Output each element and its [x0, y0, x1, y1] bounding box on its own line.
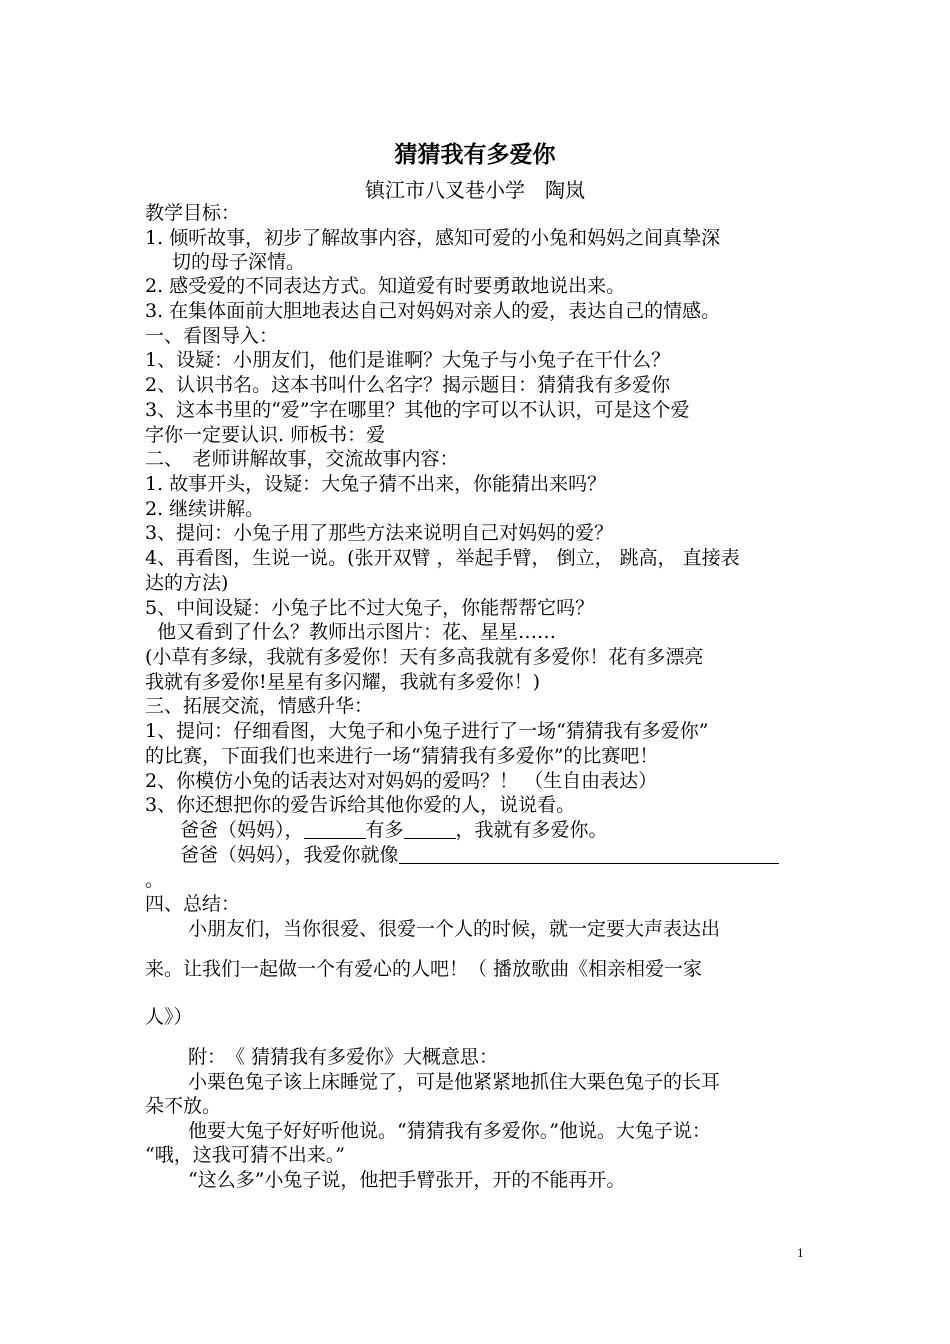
text-line: 他又看到了什么？教师出示图片：花、星星……: [157, 621, 557, 643]
fill-in-prefix: 爸爸（妈妈），: [180, 819, 304, 841]
section-heading: 一、看图导入：: [145, 325, 279, 347]
text-line: 我就有多爱你!星星有多闪耀，我就有多爱你！): [145, 671, 541, 693]
text-line: 3. 在集体面前大胆地表达自己对妈妈对亲人的爱，表达自己的情感。: [145, 300, 721, 322]
text-line: 5、中间设疑：小兔子比不过大兔子，你能帮帮它吗？: [145, 597, 595, 619]
text-line: “哦，这我可猜不出来。”: [145, 1144, 345, 1166]
blank-field: [304, 820, 366, 839]
text-line: 小朋友们，当你很爱、很爱一个人的时候，就一定要大声表达出: [188, 918, 721, 940]
text-line: “这么多”小兔子说，他把手臂张开，开的不能再开。: [188, 1169, 626, 1191]
fill-in-line-2: [180, 843, 779, 867]
text-line: 1. 倾听故事，初步了解故事内容，感知可爱的小兔和妈妈之间真挚深: [145, 227, 721, 249]
text-line: 字你一定要认识. 师板书：爱: [145, 424, 386, 446]
text-line: 2、你模仿小兔的话表达对对妈妈的爱吗？！ （生自由表达）: [145, 770, 658, 792]
section-heading: 四、总结：: [145, 893, 241, 915]
text-line: 2、认识书名。这本书叫什么名字？揭示题目：猜猜我有多爱你: [145, 374, 671, 396]
text-line: 3、你还想把你的爱告诉给其他你爱的人，说说看。: [145, 794, 576, 816]
text-line: 小栗色兔子该上床睡觉了，可是他紧紧地抓住大栗色兔子的长耳: [188, 1071, 721, 1093]
document-title: 猜猜我有多爱你: [394, 141, 556, 168]
text-line: 切的母子深情。: [172, 251, 306, 273]
section-heading: 三、拓展交流，情感升华：: [145, 695, 374, 717]
text-line: 教学目标：: [145, 202, 241, 224]
blank-field: [399, 845, 779, 864]
fill-in-prefix: 爸爸（妈妈），我爱你就像: [180, 844, 399, 866]
text-line: 1、设疑：小朋友们，他们是谁啊？大兔子与小兔子在干什么？: [145, 349, 671, 371]
text-line: 2. 继续讲解。: [145, 498, 265, 520]
text-line: 人》）: [145, 1006, 193, 1028]
text-line: 。: [145, 869, 165, 891]
text-line: 4、再看图，生说一说。(张开双臂 ，举起手臂， 倒立， 跳高， 直接表: [145, 547, 740, 569]
fill-in-middle: 有多: [365, 819, 404, 841]
text-line: 1. 故事开头，设疑：大兔子猜不出来，你能猜出来吗？: [145, 473, 607, 495]
section-heading: 二、 老师讲解故事，交流故事内容：: [145, 448, 459, 470]
appendix-heading: 附： 《 猜猜我有多爱你》大概意思：: [188, 1046, 499, 1068]
author-line: 镇江市八叉巷小学 陶岚: [365, 178, 585, 202]
text-line: 的比赛，下面我们也来进行一场“猜猜我有多爱你”的比赛吧！: [145, 745, 659, 767]
text-line: 他要大兔子好好听他说。“猜猜我有多爱你。”他说。大兔子说：: [188, 1120, 711, 1142]
text-line: 1、提问：仔细看图，大兔子和小兔子进行了一场“猜猜我有多爱你”: [145, 720, 709, 742]
text-line: 3、这本书里的“爱”字在哪里？其他的字可以不认识，可是这个爱: [145, 399, 690, 421]
fill-in-suffix: ，我就有多爱你。: [455, 819, 608, 841]
text-line: 来。让我们一起做一个有爱心的人吧！（ 播放歌曲《相亲相爱一家: [145, 958, 703, 980]
text-line: (小草有多绿，我就有多爱你！天有多高我就有多爱你！花有多漂亮: [145, 646, 704, 668]
text-line: 达的方法): [145, 572, 229, 594]
page-number: 1: [797, 1245, 804, 1260]
blank-field: [404, 820, 456, 839]
text-line: 3、提问：小兔子用了那些方法来说明自己对妈妈的爱？: [145, 522, 614, 544]
text-line: 2. 感受爱的不同表达方式。知道爱有时要勇敢地说出来。: [145, 275, 626, 297]
text-line: 朵不放。: [145, 1095, 222, 1117]
fill-in-line-1: [180, 818, 608, 842]
